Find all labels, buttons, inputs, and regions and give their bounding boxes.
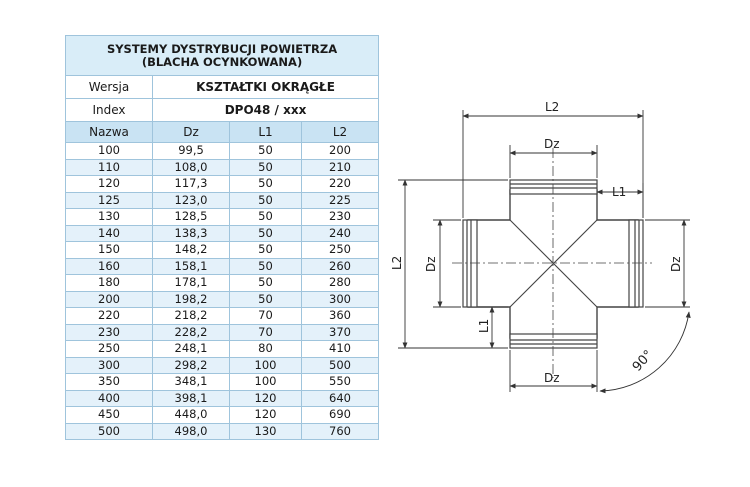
- cell-l1: 50: [230, 258, 302, 275]
- left-socket: [463, 220, 477, 307]
- cell-nazwa: 500: [66, 423, 153, 440]
- cell-nazwa: 110: [66, 159, 153, 176]
- cell-nazwa: 160: [66, 258, 153, 275]
- cell-l2: 240: [302, 225, 379, 242]
- table-row: [66, 374, 379, 391]
- label-dz-left: Dz: [424, 256, 438, 272]
- dimensions-table: [65, 35, 379, 440]
- table-row: [66, 225, 379, 242]
- cell-nazwa: 130: [66, 209, 153, 226]
- cell-l2: 500: [302, 357, 379, 374]
- cell-l2: 200: [302, 143, 379, 160]
- cell-nazwa: 125: [66, 192, 153, 209]
- cell-nazwa: 220: [66, 308, 153, 325]
- version-value: KSZTAŁTKI OKRĄGŁE: [153, 76, 379, 99]
- cell-l2: 410: [302, 341, 379, 358]
- table-row: [66, 209, 379, 226]
- cell-l2: 210: [302, 159, 379, 176]
- table-row: [66, 407, 379, 424]
- cell-l1: 50: [230, 291, 302, 308]
- cell-nazwa: 120: [66, 176, 153, 193]
- cell-l1: 70: [230, 324, 302, 341]
- label-dz-right: Dz: [669, 256, 683, 272]
- cell-nazwa: 250: [66, 341, 153, 358]
- table-row: [66, 242, 379, 259]
- cell-l2: 225: [302, 192, 379, 209]
- cell-l1: 100: [230, 374, 302, 391]
- cell-l1: 120: [230, 390, 302, 407]
- table-row: [66, 423, 379, 440]
- label-l1-right: L1: [612, 185, 627, 199]
- table-title: [66, 36, 379, 76]
- cell-dz: 148,2: [153, 242, 230, 259]
- cell-l2: 300: [302, 291, 379, 308]
- label-angle: 90°: [629, 347, 657, 375]
- cell-l1: 80: [230, 341, 302, 358]
- table-row: [66, 291, 379, 308]
- cell-l2: 250: [302, 242, 379, 259]
- index-value: DPO48 / xxx: [153, 99, 379, 122]
- column-header-l1: L1: [230, 122, 302, 143]
- column-header-nazwa: Nazwa: [66, 122, 153, 143]
- dimension-dz-right: [645, 220, 690, 307]
- cell-l2: 550: [302, 374, 379, 391]
- index-label: Index: [66, 99, 153, 122]
- cell-nazwa: 450: [66, 407, 153, 424]
- table-row: [66, 192, 379, 209]
- cell-l2: 370: [302, 324, 379, 341]
- cell-dz: 108,0: [153, 159, 230, 176]
- bottom-socket: [510, 334, 597, 348]
- cell-l2: 220: [302, 176, 379, 193]
- cell-dz: 117,3: [153, 176, 230, 193]
- cell-l2: 260: [302, 258, 379, 275]
- cell-dz: 138,3: [153, 225, 230, 242]
- cell-nazwa: 200: [66, 291, 153, 308]
- table-row: [66, 324, 379, 341]
- cell-l2: 640: [302, 390, 379, 407]
- cell-l1: 50: [230, 192, 302, 209]
- label-dz-bottom: Dz: [544, 371, 560, 385]
- table-row: [66, 258, 379, 275]
- cell-nazwa: 180: [66, 275, 153, 292]
- table-row: [66, 357, 379, 374]
- cell-dz: 498,0: [153, 423, 230, 440]
- cell-dz: 348,1: [153, 374, 230, 391]
- cell-dz: 158,1: [153, 258, 230, 275]
- cell-l2: 760: [302, 423, 379, 440]
- label-l1-left: L1: [477, 318, 491, 333]
- cell-dz: 128,5: [153, 209, 230, 226]
- table-row: [66, 308, 379, 325]
- cell-dz: 218,2: [153, 308, 230, 325]
- right-socket: [629, 220, 643, 307]
- label-l2-left: L2: [390, 255, 404, 270]
- cell-nazwa: 300: [66, 357, 153, 374]
- cell-nazwa: 150: [66, 242, 153, 259]
- cell-dz: 298,2: [153, 357, 230, 374]
- table-row: [66, 143, 379, 160]
- cell-l2: 690: [302, 407, 379, 424]
- column-header-l2: L2: [302, 122, 379, 143]
- cell-l1: 50: [230, 143, 302, 160]
- table-title-line2: (BLACHA OCYNKOWANA): [141, 55, 303, 69]
- cell-nazwa: 100: [66, 143, 153, 160]
- cell-dz: 398,1: [153, 390, 230, 407]
- cell-l1: 50: [230, 176, 302, 193]
- cell-dz: 248,1: [153, 341, 230, 358]
- table-title-line1: SYSTEMY DYSTRYBUCJI POWIETRZA: [106, 42, 338, 56]
- version-label: Wersja: [66, 76, 153, 99]
- cell-l1: 50: [230, 242, 302, 259]
- cell-nazwa: 350: [66, 374, 153, 391]
- cell-l2: 230: [302, 209, 379, 226]
- cell-dz: 99,5: [153, 143, 230, 160]
- column-header-dz: Dz: [153, 122, 230, 143]
- cell-dz: 228,2: [153, 324, 230, 341]
- cell-l2: 280: [302, 275, 379, 292]
- cell-l2: 360: [302, 308, 379, 325]
- cell-nazwa: 400: [66, 390, 153, 407]
- table-row: [66, 275, 379, 292]
- cell-l1: 50: [230, 275, 302, 292]
- table-row: [66, 159, 379, 176]
- top-socket: [510, 180, 597, 194]
- table-row: [66, 341, 379, 358]
- label-dz-top: Dz: [544, 137, 560, 151]
- table-body: [66, 143, 379, 440]
- cell-l1: 130: [230, 423, 302, 440]
- cell-l1: 50: [230, 159, 302, 176]
- cell-dz: 198,2: [153, 291, 230, 308]
- cell-nazwa: 140: [66, 225, 153, 242]
- label-l2-top: L2: [545, 100, 560, 114]
- cell-nazwa: 230: [66, 324, 153, 341]
- cell-l1: 70: [230, 308, 302, 325]
- cross-fitting-drawing: [385, 90, 695, 470]
- cell-l1: 50: [230, 209, 302, 226]
- cell-l1: 100: [230, 357, 302, 374]
- cell-dz: 123,0: [153, 192, 230, 209]
- cell-dz: 448,0: [153, 407, 230, 424]
- table-row: [66, 390, 379, 407]
- table-row: [66, 176, 379, 193]
- cell-l1: 120: [230, 407, 302, 424]
- cell-dz: 178,1: [153, 275, 230, 292]
- cell-l1: 50: [230, 225, 302, 242]
